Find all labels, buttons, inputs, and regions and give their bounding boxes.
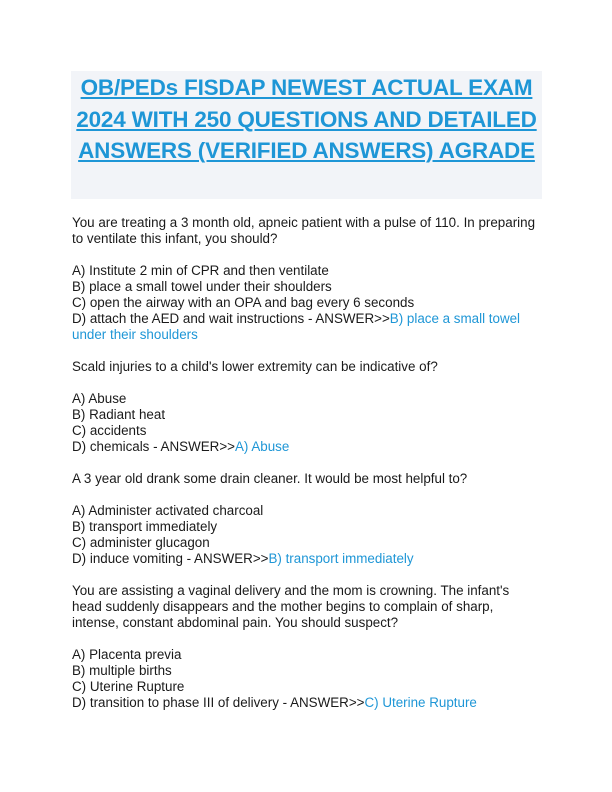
- option-a: A) Abuse: [72, 391, 127, 406]
- option-b: B) transport immediately: [72, 519, 218, 534]
- answer-text: C) Uterine Rupture: [364, 695, 477, 710]
- document-title: OB/PEDs FISDAP NEWEST ACTUAL EXAM 2024 WITH 250 QUESTIONS AND DETAILED ANSWERS (VERIFIED ANSWERS) AGRADE: [76, 75, 537, 163]
- option-d-with-answer: [72, 551, 542, 567]
- option-c: C) Uterine Rupture: [72, 679, 185, 694]
- option-d: D) chemicals - ANSWER>>: [72, 439, 235, 454]
- question-prompt: You are treating a 3 month old, apneic patient with a pulse of 110. In preparing to ventilate this infant, you should?: [72, 215, 536, 246]
- option-b: B) multiple births: [72, 663, 172, 678]
- answer-text: B) place a small towel under their shoulders: [72, 311, 521, 342]
- answer-text: A) Abuse: [234, 439, 290, 454]
- question-block: [72, 359, 542, 455]
- option-d: D) induce vomiting - ANSWER>>: [72, 551, 269, 566]
- question-block: [72, 583, 542, 711]
- option-d-with-answer: [72, 439, 542, 455]
- question-prompt: Scald injuries to a child's lower extremity can be indicative of?: [72, 359, 438, 374]
- option-b: B) Radiant heat: [72, 407, 166, 422]
- question-block: [72, 471, 542, 567]
- option-c: C) administer glucagon: [72, 535, 210, 550]
- question-list: [72, 215, 542, 727]
- question-block: [72, 215, 542, 343]
- question-prompt: You are assisting a vaginal delivery and the mom is crowning. The infant's head suddenly disappears and the mother begins to complain of sharp, intense, constant abdominal pain. You should suspect?: [72, 583, 510, 630]
- option-b: B) place a small towel under their shoulders: [72, 279, 332, 294]
- option-d-with-answer: [72, 695, 542, 711]
- title-banner: [71, 71, 542, 199]
- option-c: C) accidents: [72, 423, 147, 438]
- option-a: A) Institute 2 min of CPR and then ventilate: [72, 263, 329, 278]
- option-a: A) Administer activated charcoal: [72, 503, 264, 518]
- question-prompt: A 3 year old drank some drain cleaner. It would be most helpful to?: [72, 471, 468, 486]
- option-a: A) Placenta previa: [72, 647, 182, 662]
- option-d: D) attach the AED and wait instructions - ANSWER>>: [72, 311, 390, 326]
- option-d: D) transition to phase III of delivery - ANSWER>>: [72, 695, 365, 710]
- answer-text: B) transport immediately: [268, 551, 414, 566]
- option-d-with-answer: [72, 311, 542, 343]
- option-c: C) open the airway with an OPA and bag every 6 seconds: [72, 295, 415, 310]
